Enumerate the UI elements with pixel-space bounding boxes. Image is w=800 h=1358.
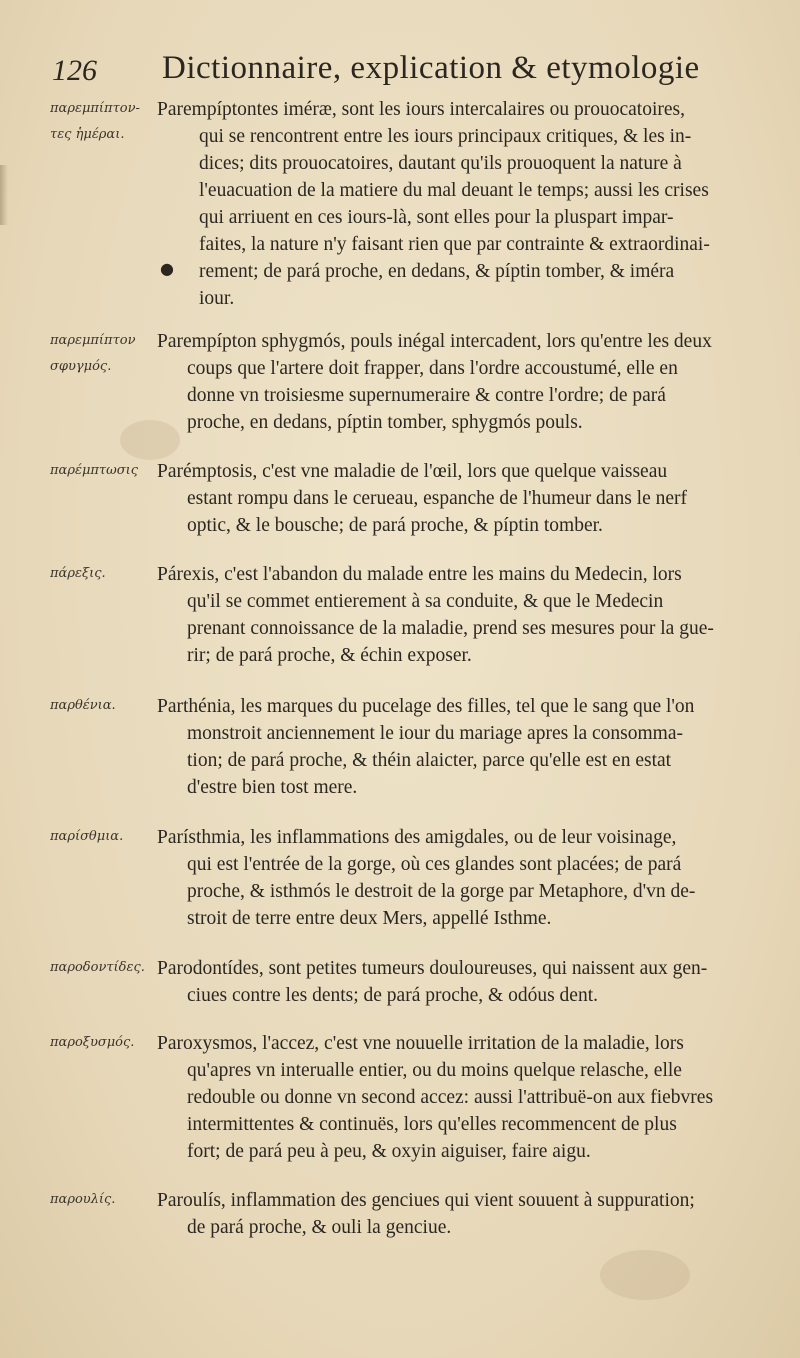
entry-line: prenant connoissance de la maladie, prend ses mesures pour la gue- xyxy=(187,618,714,639)
entry-line: Paroulís, inflammation des genciues qui vient souuent à suppuration; xyxy=(157,1190,695,1211)
entry-line: Paroxysmos, l'accez, c'est vne nouuelle irritation de la maladie, lors xyxy=(157,1033,684,1054)
entry-line: redouble ou donne vn second accez: aussi l'attribuë-on aux fiebvres xyxy=(187,1087,714,1108)
entry-line: optic, & le bousche; de pará proche, & píptin tomber. xyxy=(187,515,603,536)
entry-line: Parempíptontes iméræ, sont les iours intercalaires ou prouocatoires, xyxy=(157,99,685,120)
entry-text xyxy=(157,458,767,539)
entry-line: Parísthmia, les inflammations des amigdales, ou de leur voisinage, xyxy=(157,827,677,848)
entry-line: donne vn troisiesme supernumeraire & contre l'ordre; de pará xyxy=(187,385,666,406)
entry-line: tion; de pará proche, & théin alaicter, parce qu'elle est en estat xyxy=(187,750,672,771)
entry-text xyxy=(157,561,767,669)
entry-line: monstroit anciennement le iour du mariage apres la consomma- xyxy=(187,723,684,744)
greek-headword: παρθένια. xyxy=(50,698,116,713)
greek-headword: παρεμπίπτον σφυγμός. xyxy=(50,333,136,374)
greek-headword: παρέμπτωσις xyxy=(50,463,138,478)
greek-headword: παρεμπίπτον- τες ἡμέραι. xyxy=(50,101,140,142)
entry-line: qui se rencontrent entre les iours principaux critiques, & les in- xyxy=(199,126,692,147)
entry-line: estant rompu dans le cerueau, espanche de l'humeur dans le nerf xyxy=(187,488,688,509)
entry-line: Parthénia, les marques du pucelage des filles, tel que le sang que l'on xyxy=(157,696,695,717)
entry-line: intermittentes & continuës, lors qu'elles recommencent de plus xyxy=(187,1114,677,1135)
entry-line: qu'apres vn interualle entier, ou du moins quelque relasche, elle xyxy=(187,1060,682,1081)
entry-line: Párexis, c'est l'abandon du malade entre les mains du Medecin, lors xyxy=(157,564,682,585)
paper-stain xyxy=(600,1250,690,1300)
greek-headword: παρουλίς. xyxy=(50,1192,116,1207)
entry-line: Parempípton sphygmós, pouls inégal intercadent, lors qu'entre les deux xyxy=(157,331,712,352)
page-header xyxy=(52,50,752,100)
entry-line: Parodontídes, sont petites tumeurs douloureuses, qui naissent aux gen- xyxy=(157,958,708,979)
entry-line: de pará proche, & ouli la genciue. xyxy=(187,1217,452,1238)
greek-headword: πάρεξις. xyxy=(50,566,106,581)
greek-headword: παρίσθμια. xyxy=(50,829,124,844)
entry-line: proche, en dedans, píptin tomber, sphygmós pouls. xyxy=(187,412,583,433)
entry-line: faites, la nature n'y faisant rien que par contrainte & extraordinai- xyxy=(199,234,710,255)
entry-line: stroit de terre entre deux Mers, appellé Isthme. xyxy=(187,908,552,929)
greek-headword: παροδοντίδες. xyxy=(50,960,145,975)
entry-line: rement; de pará proche, en dedans, & píptin tomber, & iméra xyxy=(199,261,675,282)
ink-blot-mark: ● xyxy=(160,259,174,278)
entry-line: iour. xyxy=(199,288,235,309)
entry-text xyxy=(157,96,767,312)
entry-line: qui arriuent en ces iours-là, sont elles pour la pluspart impar- xyxy=(199,207,674,228)
entry-line: fort; de pará peu à peu, & oxyin aiguiser, faire aigu. xyxy=(187,1141,591,1162)
entry-line: qui est l'entrée de la gorge, où ces glandes sont placées; de pará xyxy=(187,854,682,875)
entry-text xyxy=(157,693,767,801)
entry-line: dices; dits prouocatoires, dautant qu'ils prouoquent la nature à xyxy=(199,153,682,174)
entry-text xyxy=(157,1187,767,1241)
entry-text xyxy=(157,328,767,436)
binding-edge xyxy=(0,165,8,225)
entry-line: rir; de pará proche, & échin exposer. xyxy=(187,645,472,666)
page-number: 126 xyxy=(52,54,97,87)
entry-text xyxy=(157,824,767,932)
entry-line: ciues contre les dents; de pará proche, & odóus dent. xyxy=(187,985,598,1006)
greek-headword: παροξυσμός. xyxy=(50,1035,135,1050)
entry-line: l'euacuation de la matiere du mal deuant le temps; aussi les crises xyxy=(199,180,709,201)
entry-line: Parémptosis, c'est vne maladie de l'œil, lors que quelque vaisseau xyxy=(157,461,668,482)
entry-text xyxy=(157,955,767,1009)
entry-line: coups que l'artere doit frapper, dans l'ordre accoustumé, elle en xyxy=(187,358,678,379)
entry-line: qu'il se commet entierement à sa conduite, & que le Medecin xyxy=(187,591,664,612)
entry-line: proche, & isthmós le destroit de la gorge par Metaphore, d'vn de- xyxy=(187,881,696,902)
entry-text xyxy=(157,1030,767,1165)
running-title: Dictionnaire, explication & etymologie xyxy=(162,50,700,86)
entry-line: d'estre bien tost mere. xyxy=(187,777,358,798)
